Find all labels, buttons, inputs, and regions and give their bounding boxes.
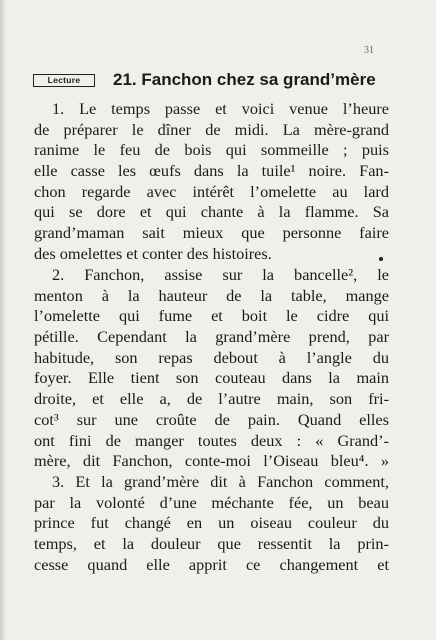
text-line: qui se dore et qui chante à la flamme. Sa [34,202,389,222]
chapter-header [33,70,393,94]
text-line: cesse quand elle apprit ce changement et [34,554,389,574]
text-line: ont fini de manger toutes deux : « Grand’- [34,430,389,450]
text-line: cot³ sur une croûte de pain. Quand elles [34,409,389,429]
text-line: pétille. Cependant la grand’mère prend, par [34,327,389,347]
text-line: elle casse les œufs dans la tuile¹ noire. Fan- [34,161,389,181]
text-line: l’omelette qui fume et boit le cidre qui [34,306,389,326]
text-line: droite, et elle a, de l’autre main, son fri- [34,389,389,409]
text-line: menton à la hauteur de la table, mange [34,285,389,305]
text-line: habitude, son repas debout à l’angle du [34,347,389,367]
paragraph-2 [34,265,389,472]
text-line: de préparer le dîner de midi. La mère-grand [34,119,389,139]
paragraph-1 [34,99,389,265]
paragraph-3 [34,472,389,575]
page-edge-shadow [0,0,6,640]
text-line: prince fut changé en un oiseau couleur du [34,513,389,533]
text-line: 1. Le temps passe et voici venue l’heure [52,99,389,118]
text-line: par la volonté d’une méchante fée, un beau [34,492,389,512]
text-line: 2. Fanchon, assise sur la bancelle², le [52,265,389,284]
text-line: grand’maman sait mieux que personne faire [34,223,389,243]
text-line: 3. Et la grand’mère dit à Fanchon comment, [52,472,389,491]
print-speck [379,257,383,261]
text-line: temps, et la douleur que ressentit la prin- [34,534,389,554]
text-line: mère, dit Fanchon, conte-moi l’Oiseau bleu⁴. » [34,451,389,471]
lecture-label: Lecture [33,74,95,87]
text-line: ranime le feu de bois qui sommeille ; puis [34,140,389,160]
text-line: chon regarde avec intérêt l’omelette au lard [34,181,389,201]
text-line: des omelettes et conter des histoires. [34,243,272,263]
text-line: foyer. Elle tient son couteau dans la main [34,368,389,388]
page-number: 31 [364,45,374,56]
chapter-title: 21. Fanchon chez sa grand’mère [113,70,376,89]
